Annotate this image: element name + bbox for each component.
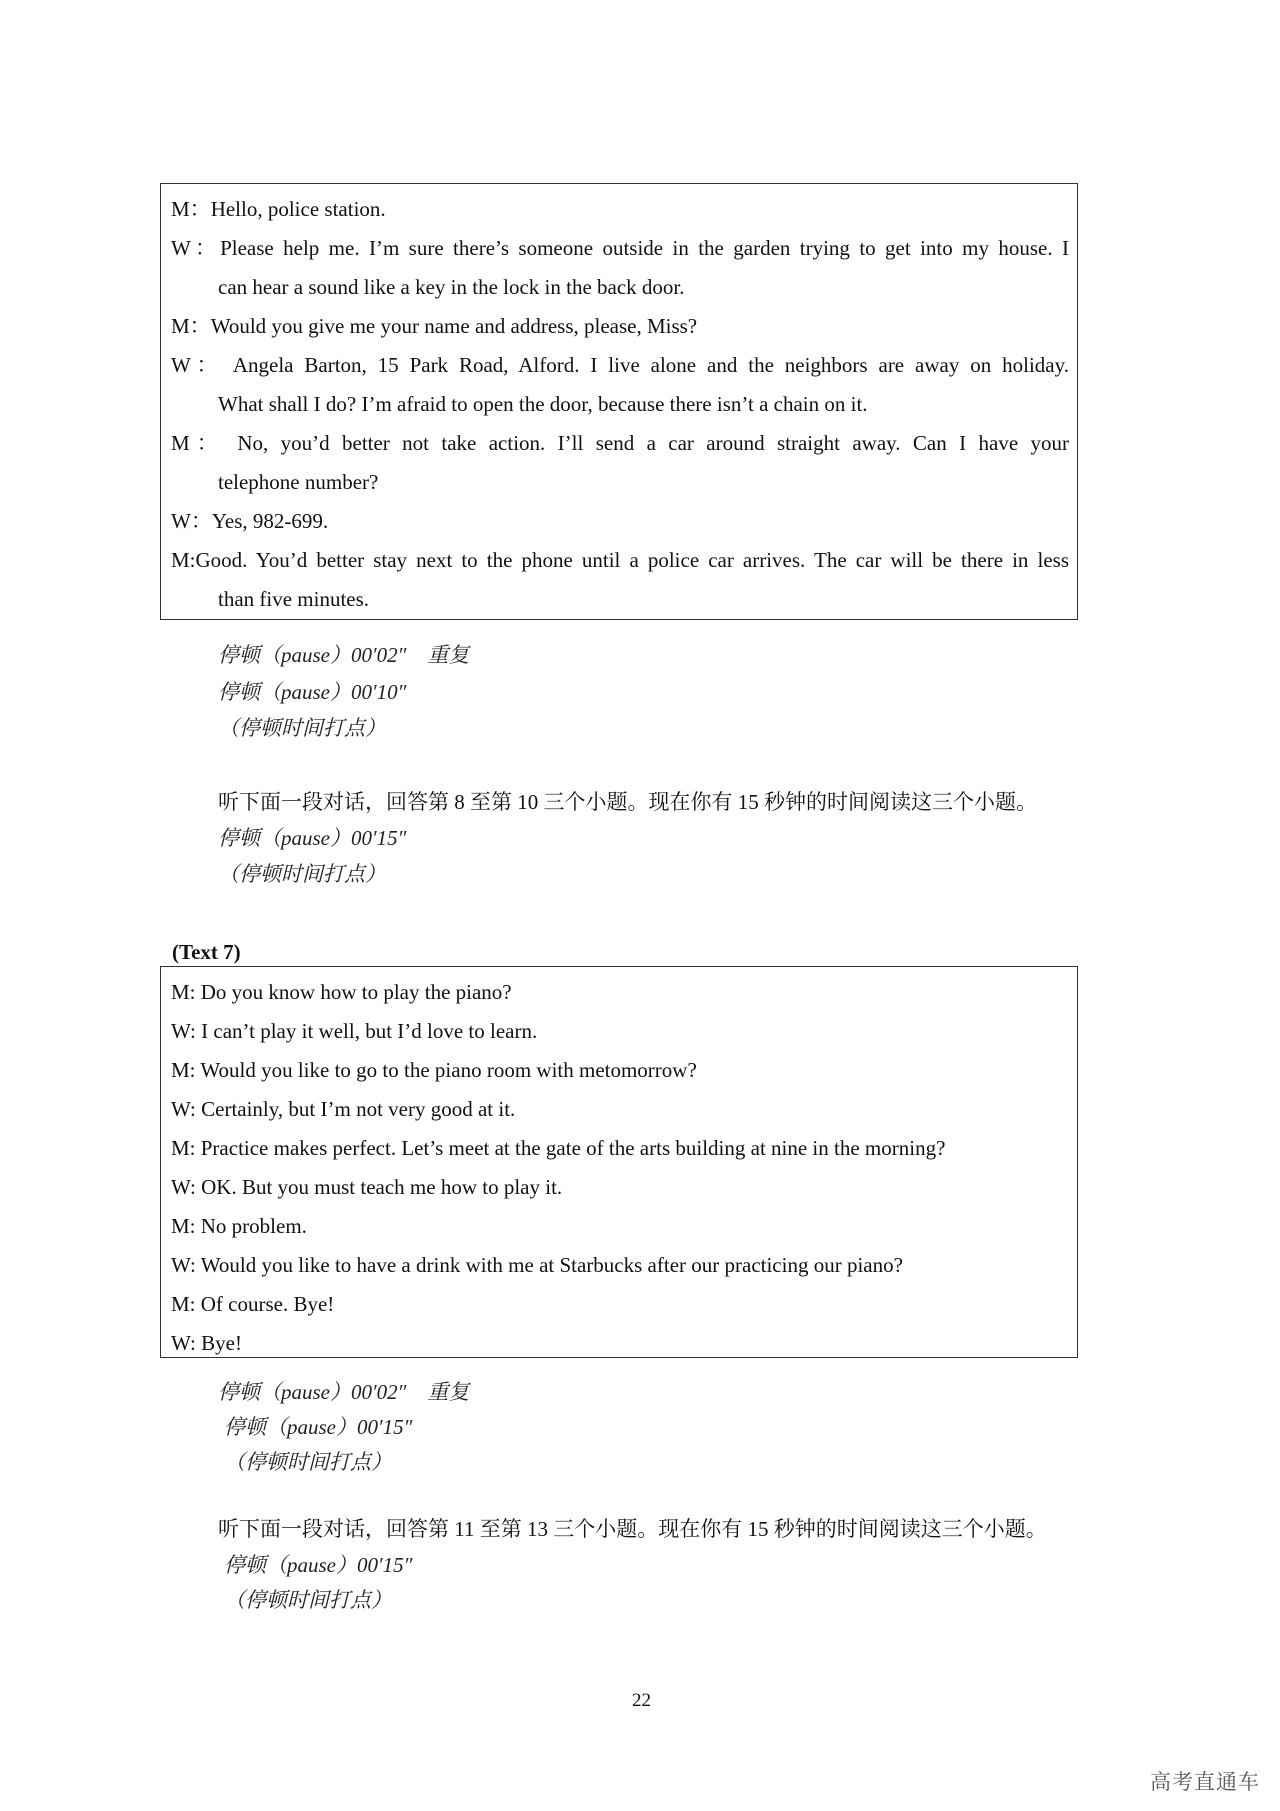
watermark: 高考直通车 xyxy=(1150,1770,1260,1794)
page-number: 22 xyxy=(632,1690,651,1711)
dialogue-line: M: No problem. xyxy=(171,1214,307,1238)
dialogue-line: M: Of course. Bye! xyxy=(171,1292,335,1316)
speaker-label: W： xyxy=(171,236,221,260)
dialogue-line: W: Bye! xyxy=(171,1331,242,1355)
pause-note: 停顿（pause）00′15″ xyxy=(224,1415,413,1439)
speaker-label: M： xyxy=(171,314,211,338)
dialogue-line: W: I can’t play it well, but I’d love to learn. xyxy=(171,1019,538,1043)
instruction-text: 听下面一段对话，回答第 8 至第 10 三个小题。现在你有 15 秒钟的时间阅读这三个小题。 xyxy=(218,790,1037,814)
dialogue-text: Would you give me your name and address, please, Miss? xyxy=(210,314,698,338)
dialogue-line xyxy=(171,346,1069,385)
dialogue-line: W: OK. But you must teach me how to play it. xyxy=(171,1175,563,1199)
dialogue-continuation: What shall I do? I’m afraid to open the door, because there isn’t a chain on it. xyxy=(218,392,868,416)
speaker-label: W： xyxy=(171,509,212,533)
speaker-label: M： xyxy=(171,431,225,455)
dialogue-line xyxy=(171,502,1069,541)
pause-repeat-note: 停顿（pause）00′02″ 重复 xyxy=(218,643,470,667)
pause-repeat-note: 停顿（pause）00′02″ 重复 xyxy=(218,1380,470,1404)
dialogue-box-text7 xyxy=(160,966,1078,1358)
speaker-label: M： xyxy=(171,197,211,221)
pause-mark-note: （停顿时间打点） xyxy=(224,1450,392,1474)
dialogue-line xyxy=(171,307,1069,346)
dialogue-text: Hello, police station. xyxy=(210,197,386,221)
dialogue-line: M: Do you know how to play the piano? xyxy=(171,980,512,1004)
dialogue-line xyxy=(171,229,1069,268)
dialogue-text: No, you’d better not take action. I’ll send a car around straight away. Can I have your xyxy=(237,431,1070,455)
dialogue-line: M: Practice makes perfect. Let’s meet at the gate of the arts building at nine in the morning? xyxy=(171,1136,946,1160)
dialogue-text: Angela Barton, 15 Park Road, Alford. I live alone and the neighbors are away on holiday. xyxy=(232,353,1069,377)
pause-mark-note: （停顿时间打点） xyxy=(224,1588,392,1612)
instruction-text: 听下面一段对话，回答第 11 至第 13 三个小题。现在你有 15 秒钟的时间阅读这三个小题。 xyxy=(218,1517,1047,1541)
dialogue-line: W: Certainly, but I’m not very good at it. xyxy=(171,1097,516,1121)
pause-mark-note: （停顿时间打点） xyxy=(218,716,386,740)
dialogue-continuation: telephone number? xyxy=(218,470,379,494)
dialogue-continuation: than five minutes. xyxy=(218,587,370,611)
dialogue-text: Please help me. I’m sure there’s someone outside in the garden trying to get into my house. I xyxy=(220,236,1069,260)
dialogue-text: Good. You’d better stay next to the phone until a police car arrives. The car will be there in less xyxy=(195,548,1069,572)
speaker-label: M: xyxy=(171,548,196,572)
dialogue-box-text6 xyxy=(160,183,1078,620)
pause-note: 停顿（pause）00′15″ xyxy=(218,826,407,850)
dialogue-line: M: Would you like to go to the piano room with metomorrow? xyxy=(171,1058,697,1082)
pause-note: 停顿（pause）00′15″ xyxy=(224,1553,413,1577)
section-heading: (Text 7) xyxy=(172,940,241,964)
dialogue-line xyxy=(171,424,1069,463)
dialogue-line xyxy=(171,541,1069,580)
pause-mark-note: （停顿时间打点） xyxy=(218,862,386,886)
dialogue-line xyxy=(171,190,1069,229)
dialogue-continuation: can hear a sound like a key in the lock in the back door. xyxy=(218,275,685,299)
speaker-label: W： xyxy=(171,353,224,377)
dialogue-line: W: Would you like to have a drink with me at Starbucks after our practicing our piano? xyxy=(171,1253,903,1277)
dialogue-text: Yes, 982-699. xyxy=(211,509,329,533)
pause-note: 停顿（pause）00′10″ xyxy=(218,680,407,704)
